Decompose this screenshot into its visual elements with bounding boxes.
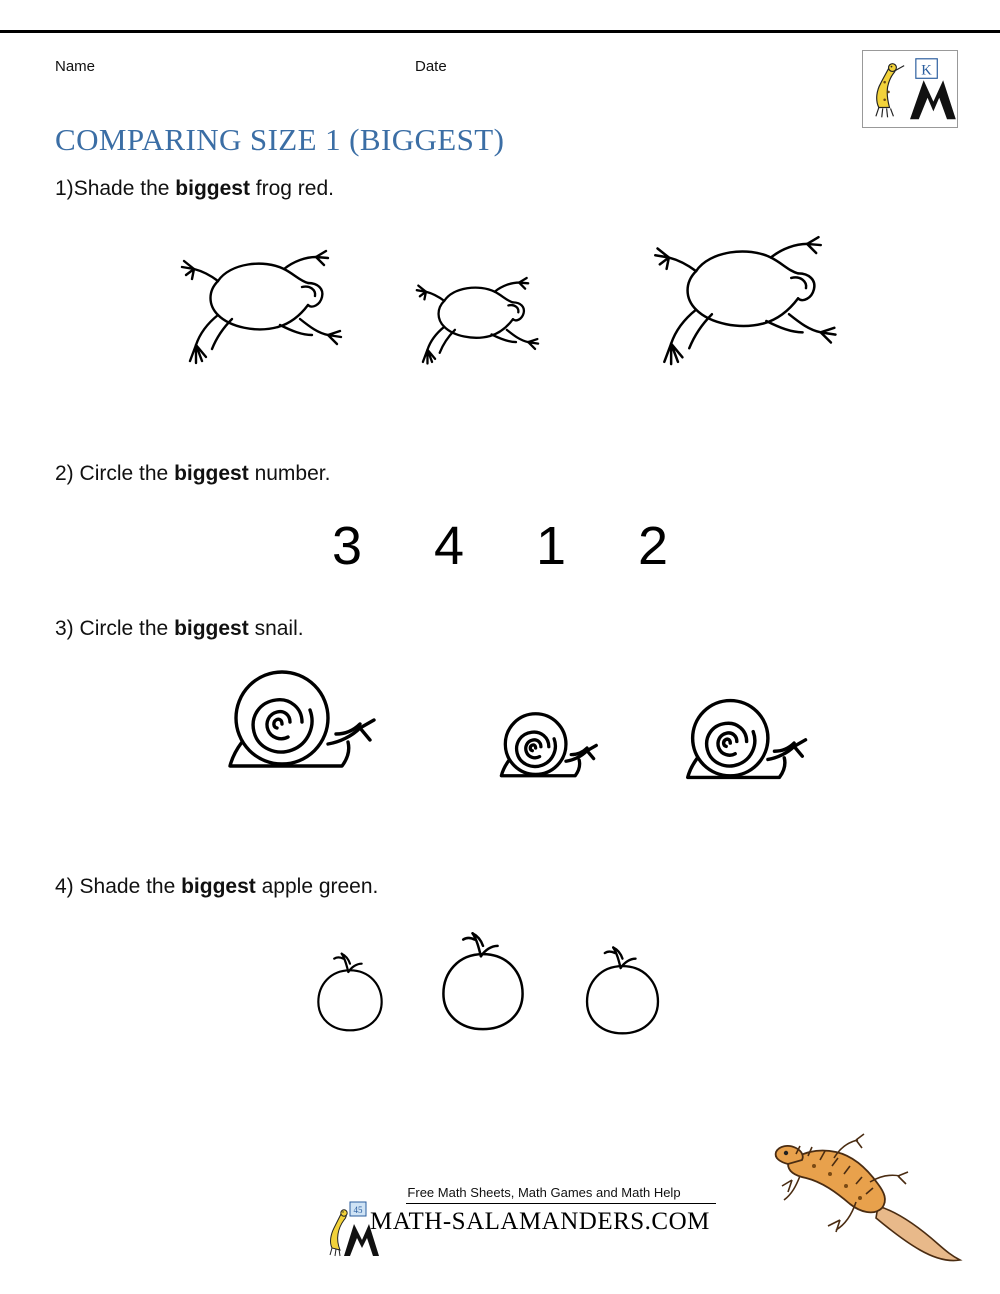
snail-large[interactable] xyxy=(190,670,410,795)
apple-group xyxy=(0,915,1000,1050)
number-option-2[interactable]: 4 xyxy=(433,516,465,576)
footer-brand: MATH-SALAMANDERS.COM xyxy=(370,1208,710,1235)
question-1-text-before: Shade the xyxy=(73,177,176,200)
date-label: Date xyxy=(415,58,447,75)
question-3 xyxy=(55,617,304,641)
snail-large-drawing xyxy=(190,670,410,790)
question-2-number: 2) xyxy=(55,462,74,485)
question-4 xyxy=(55,875,378,899)
salamander-drawing xyxy=(770,1120,980,1270)
question-2 xyxy=(55,462,330,486)
snail-group xyxy=(0,660,1000,800)
apple-small[interactable] xyxy=(300,947,400,1052)
question-4-text-after: apple green. xyxy=(255,875,379,898)
question-1-bold: biggest xyxy=(175,177,250,200)
number-group xyxy=(0,515,1000,585)
svg-text:45: 45 xyxy=(353,1205,363,1215)
snail-medium[interactable] xyxy=(655,698,835,803)
footer-divider xyxy=(406,1203,716,1204)
apple-medium[interactable] xyxy=(565,940,680,1057)
frog-large-drawing xyxy=(628,219,848,389)
salamander-mascot-icon xyxy=(770,1120,980,1270)
question-1-number: 1) xyxy=(55,177,74,200)
frog-small-drawing xyxy=(400,263,545,383)
footer-tagline: Free Math Sheets, Math Games and Math Help xyxy=(407,1185,681,1200)
frog-medium-drawing xyxy=(160,235,350,385)
frog-medium[interactable] xyxy=(160,235,350,390)
snail-small[interactable] xyxy=(475,712,620,797)
apple-large[interactable] xyxy=(418,925,548,1055)
question-4-number: 4) xyxy=(55,875,74,898)
frog-large[interactable] xyxy=(628,219,848,394)
question-4-text-before: Shade the xyxy=(73,875,182,898)
question-2-bold: biggest xyxy=(174,462,249,485)
question-3-text-before: Circle the xyxy=(73,617,175,640)
name-date-row xyxy=(55,58,755,75)
snail-small-drawing xyxy=(475,712,620,792)
number-option-3[interactable]: 1 xyxy=(535,516,567,576)
page-title: COMPARING SIZE 1 (BIGGEST) xyxy=(55,122,505,157)
snail-medium-drawing xyxy=(655,698,835,798)
question-1 xyxy=(55,177,334,201)
question-4-bold: biggest xyxy=(181,875,256,898)
frog-group xyxy=(0,215,1000,385)
apple-large-drawing xyxy=(418,925,548,1050)
question-3-bold: biggest xyxy=(174,617,249,640)
question-1-text-after: frog red. xyxy=(249,177,334,200)
name-label: Name xyxy=(55,58,96,75)
logo-graphic xyxy=(863,51,957,127)
page-top-rule xyxy=(0,30,1000,33)
logo-letter-k: K xyxy=(921,62,932,79)
apple-medium-drawing xyxy=(565,940,680,1052)
question-3-text-after: snail. xyxy=(248,617,304,640)
question-2-text-before: Circle the xyxy=(73,462,175,485)
number-option-4[interactable]: 2 xyxy=(637,516,669,576)
question-3-number: 3) xyxy=(55,617,74,640)
math-salamanders-logo xyxy=(862,50,958,128)
frog-small[interactable] xyxy=(400,263,545,388)
apple-small-drawing xyxy=(300,947,400,1047)
number-option-1[interactable]: 3 xyxy=(331,516,363,576)
question-2-text-after: number. xyxy=(248,462,331,485)
